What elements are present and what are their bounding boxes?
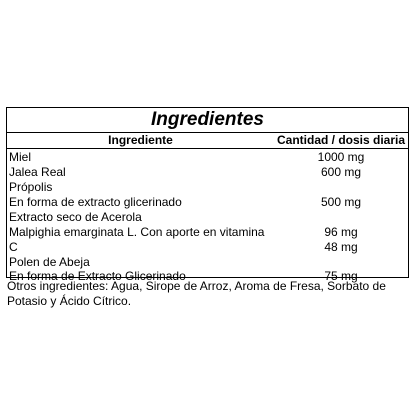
ingredient-name: Polen de Abeja [9, 255, 90, 269]
table-row [7, 240, 408, 255]
ingredient-name: Jalea Real [9, 165, 66, 179]
ingredient-amount: 1000 mg [317, 150, 365, 164]
ingredient-amount: 96 mg [324, 225, 358, 239]
other-ingredients-text: Otros ingredientes: Agua, Sirope de Arroz, Aroma de Fresa, Sorbato de Potasio y Ácido Cítrico. [7, 279, 386, 308]
ingredient-name: Extracto seco de Acerola [9, 210, 142, 224]
ingredient-name: En forma de extracto glicerinado [9, 195, 182, 209]
table-row [7, 225, 408, 240]
ingredient-name: Miel [9, 150, 32, 164]
table-row [7, 195, 408, 210]
header-amount: Cantidad / dosis diaria [276, 133, 406, 147]
ingredient-amount: 500 mg [320, 195, 362, 209]
ingredient-name: Própolis [9, 180, 53, 194]
header-ingredient: Ingrediente [108, 133, 173, 147]
ingredients-table [6, 107, 409, 283]
table-row [7, 180, 408, 195]
table-row [7, 165, 408, 180]
table-row [7, 255, 408, 270]
table-row [7, 150, 408, 165]
ingredient-name: C [9, 240, 18, 254]
ingredient-name: Malpighia emarginata L. Con aporte en vitamina [9, 225, 265, 239]
ingredient-name: En forma de Extracto Glicerinado [9, 269, 186, 283]
table-row [7, 269, 408, 283]
ingredient-amount: 600 mg [320, 165, 362, 179]
table-title: Ingredientes [151, 109, 264, 130]
table-header [7, 132, 408, 149]
ingredient-amount: 75 mg [324, 269, 358, 283]
ingredient-amount: 48 mg [324, 240, 358, 254]
table-row [7, 210, 408, 225]
